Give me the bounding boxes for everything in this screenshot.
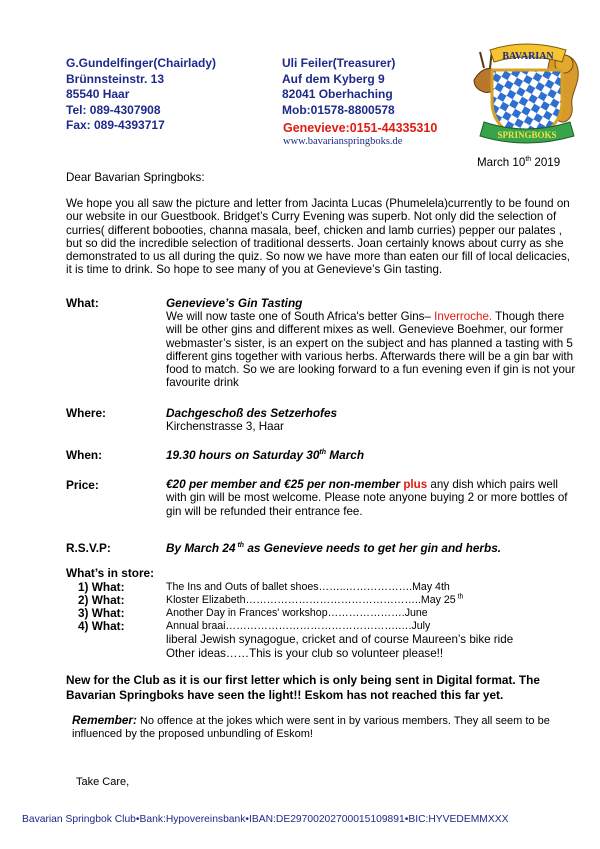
venue-address: Kirchenstrasse 3, Haar bbox=[166, 420, 284, 433]
store-extra-2: Other ideas……This is your club so volunteer please!! bbox=[166, 647, 444, 660]
store-labels bbox=[78, 580, 125, 632]
where-section bbox=[166, 406, 337, 433]
chairlady-fax: Fax: 089-4393717 bbox=[66, 118, 165, 132]
store-extra-1: liberal Jewish synagogue, cricket and of course Maureen’s bike ride bbox=[166, 633, 514, 646]
price-details: €20 per member and €25 per non-member plus any dish which pairs well with gin will be most welcome. Please note anyone buying 2 or more bottles of gin will be refunded their entrance fee. bbox=[166, 477, 568, 518]
rsvp-label: R.S.V.P: bbox=[66, 541, 111, 555]
treasurer-mob: Mob:01578-8800578 bbox=[282, 102, 395, 117]
chairlady-city: 85540 Haar bbox=[66, 87, 130, 101]
letter-date: March 10th 2019 bbox=[477, 156, 561, 169]
event-title: Genevieve’s Gin Tasting bbox=[166, 296, 303, 310]
store-item-1-label: 1) What: bbox=[78, 580, 125, 594]
treasurer-city: 82041 Oberhaching bbox=[282, 87, 393, 101]
closing: Take Care, bbox=[76, 776, 130, 788]
logo-bottom-text: SPRINGBOKS bbox=[497, 130, 557, 140]
store-item-4: Annual braai………………………………………….….July bbox=[166, 620, 431, 632]
store-item-2-label: 2) What: bbox=[78, 593, 125, 607]
gin-brand-highlight: Inverroche. bbox=[434, 310, 493, 323]
store-item-1: The Ins and Outs of ballet shoes……..……………….May 4th bbox=[166, 581, 450, 593]
where-label: Where: bbox=[66, 406, 106, 420]
logo-top-text: BAVARIAN bbox=[502, 51, 554, 62]
event-time: 19.30 hours on Saturday 30th March bbox=[166, 448, 365, 462]
store-item-4-label: 4) What: bbox=[78, 619, 125, 633]
plus-highlight: plus bbox=[403, 478, 428, 491]
what-section bbox=[166, 296, 578, 390]
venue-name: Dachgeschoß des Setzerhofes bbox=[166, 406, 338, 420]
store-item-2: Kloster Elizabeth…………………………………………..May 25 $^{th}$ bbox=[166, 593, 464, 606]
chairlady-address bbox=[66, 56, 216, 134]
chairlady-name: G.Gundelfinger(Chairlady) bbox=[66, 56, 217, 70]
store-label: What’s in store: bbox=[66, 566, 155, 580]
genevieve-contact: Genevieve:0151-44335310 bbox=[283, 121, 438, 135]
treasurer-street: Auf dem Kyberg 9 bbox=[282, 71, 385, 86]
when-label: When: bbox=[66, 448, 103, 462]
treasurer-address bbox=[282, 56, 395, 118]
remember-note: Remember: No offence at the jokes which were sent in by various members. They all seem to be influenced by the proposed unbundling of Eskom! bbox=[72, 713, 550, 741]
chairlady-street: Brünnsteinstr. 13 bbox=[66, 71, 165, 86]
rsvp-details: By March 24 $^{th}$ as Genevieve needs to get her gin and herbs. bbox=[166, 541, 502, 555]
remember-label: Remember: bbox=[72, 713, 137, 727]
website-link[interactable]: www.bavarianspringboks.de bbox=[283, 136, 403, 147]
intro-paragraph: We hope you all saw the picture and letter from Jacinta Lucas (Phumelela)currently to be found on our website in our Guestbook. Bridget’s Curry Evening was superb. Not only did the selection of curries( different bobooties, channa masala, beef, chicken and lamb curries) pepper our palates , but so did the incredible selection of traditional desserts. Joan certainly knows about curry as she demonstrated to us all during the quiz. So now we have more than eaten our fill of local delicacies, it is time to drink. So hope to see many of you at Genevieve’s Gin tasting. bbox=[66, 197, 570, 277]
treasurer-name: Uli Feiler(Treasurer) bbox=[282, 56, 396, 70]
salutation: Dear Bavarian Springboks: bbox=[66, 171, 205, 184]
price-label: Price: bbox=[66, 478, 99, 492]
what-label: What: bbox=[66, 296, 99, 310]
chairlady-tel: Tel: 089-4307908 bbox=[66, 102, 161, 117]
store-items bbox=[166, 581, 463, 633]
bavarian-springboks-logo bbox=[466, 40, 586, 148]
event-description: We will now taste one of South Africa's better Gins– Inverroche. Though there will be other gins and different mixes as well. Genevieve Boehmer, our former webmaster’s sister, is an expert on the subject and has planned a tasting with 5 different gins together with various herbs. Afterwards there will be a gin bar with food to match. So we are looking forward to a fun evening even if gin is not your favourite drink bbox=[166, 310, 576, 390]
store-item-3: Another Day in Frances' workshop………………….June bbox=[166, 607, 428, 619]
new-for-club-notice: New for the Club as it is our first letter which is only being sent in Digital format. The Bavarian Springboks have seen the light!! Eskom has not reached this far yet. bbox=[66, 673, 540, 702]
bank-footer: Bavarian Springbok Club•Bank:Hypovereinsbank•IBAN:DE29700202700015109891•BIC:HYVEDEMMXXX bbox=[22, 814, 509, 825]
logo-crest-icon bbox=[466, 40, 586, 148]
store-item-3-label: 3) What: bbox=[78, 606, 125, 620]
